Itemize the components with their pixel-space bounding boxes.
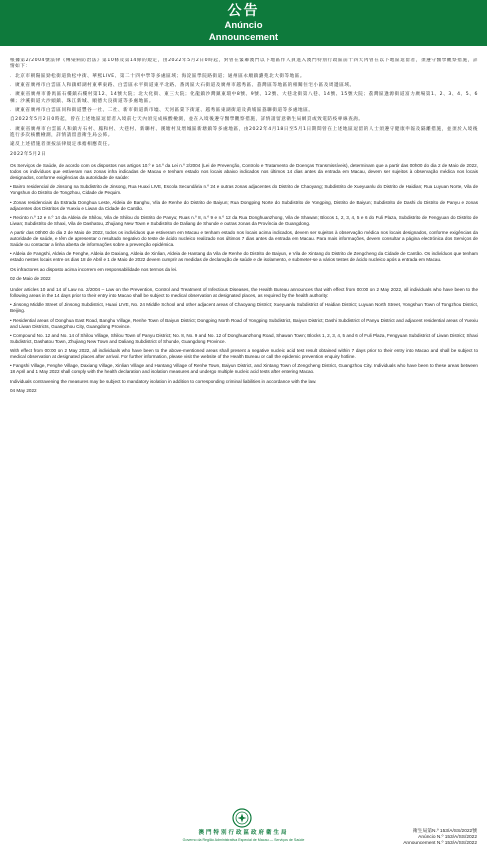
pt-paragraph-3: Os infractores ao disposto acima incorrem em responsabilidade nos termos da lei. xyxy=(10,266,178,272)
en-bullet-1: • Jinsong Middle Street of Jinsong Subdistrict, Huaxi LIVE, No. 24 Middle School and other adjacent areas of Chaoyang District; Xueyuanlu Subdistrict of Haidian District; Luyuan North Street, Yongshun Town of Tongzhou District, Beijing. xyxy=(10,302,478,314)
en-date: 04 May 2022 xyxy=(10,387,37,393)
reference-zh: 衛生局第N.º 153/A/SS/2022號 xyxy=(412,829,477,834)
zh-item-1: ．北京市朝陽區勁松街道勁松中街、華熙LIVE、第二十四中學等多處區域；海淀區學院路街道；通州區永順鎮潞苑北大街等地區。 xyxy=(10,73,306,79)
title-zh: 公告 xyxy=(227,3,260,19)
zh-closing: 違反上述措施者須按法律規定承擔相應責任。 xyxy=(10,142,113,148)
announcement-reference-numbers xyxy=(403,829,477,847)
zh-item-3: ．廣東省廣州市番禺區石樓鎮石樓村第12、14號大院；北大化街、東三大院；化龍鎮沙灣鎮東環中8號、9號、12號、大巷北街第八巷、14號、15號大院；荔灣區逢源街道富力廣場第1、2、3、4、5、6棟；沙溪街道大沙頭鎮、珠江新城、順德大良街道等多處地區。 xyxy=(10,92,478,104)
pt-paragraph-2: A partir das 00h00 do dia 2 de Maio de 2022, todos os indivíduos que estiveram em Macau e tenham estado nos locais acima indicados, devem ser sujeitos à observação médica nos locais designados, conforme exigências da autoridade de saúde, e têm de apresentar o resultado negativo do teste de ácido nucleico realizado nos últimos 7 dias antes da entrada em Macau. Para mais informações, devem consultar a página electrónica dos Serviços de Saúde ou contactar a linha aberta de informações sobre a prevenção epidémica. xyxy=(10,230,478,248)
pt-bullet-1: • Bairro residencial de Jinsong na Subdistrito de Jinsong, Rua Huaxi LIVE, Escola Secundária n.º 24 e outras zonas adjacentes do Distrito de Chaoyang; Subdistrito de Xueyuanlu do Distrito de Haidian; Rua Luyuan Norte, Vila de Yongshun do Distrito de Tongzhou, Cidade de Pequim. xyxy=(10,184,478,196)
pt-bullet-2: • Zonas residenciais da Estrada Donghua Leste, Aldeia de Banghu, Vila de Renhe do Distrito de Baiyun; Rua Dongping Norte do Subdistrito de Yongping, Distrito de Baiyun; Subdistrito de Dashi do Distrito de Panyu e zonas adjacentes dos Distritos de Yuexiu e Liwan da Cidade de Cantão. xyxy=(10,199,478,211)
zh-item-5: ．廣東省廣州市白雲區人和鎮方石村、鳳和村、大巷村、新聯村、漢塘村及增城區新塘鎮等多處地區，由2022年4月18日至5月1日期間曾在上述地區逗留的人士須遵守健康申報及隔離措施，並須於入境後進行多次核酸檢測，詳情請留意衛生局公佈。 xyxy=(10,126,478,138)
en-bullet-3: • Compound No. 12 and No. 14 of Shilou Village, Shilou Town of Panyu District; No. 8, No. 9 and No. 12 of Donghuanzhong Road, Shawan Town; Blocks 1, 2, 3, 4, 5 and 6 of Fuli Plaza, Fengyuan Subdistrict of Liwan District; Shaxi Subdistrict, Dashatou Town, Zhujiang New Town and Daliang Subdistrict of Shunde, Guangdong Province. xyxy=(10,332,478,344)
pt-date: 02 de Maio de 2022 xyxy=(10,275,51,281)
zh-item-4: ．廣東省廣州市白雲區同和街道豐谷一社、二社、新市街道新市墟、天河區棠下街道、越秀區東湖街道及黃埔區荔聯街道等多處地區。 xyxy=(10,107,314,113)
reference-en: Announcement N.º 153/A/SS/2022 xyxy=(403,841,477,846)
zh-paragraph-2: 自2022年5月2日0時起，曾在上述地區逗留者入境前七天內須完成核酸檢測，並在入境後遵守醫學觀察措施，詳情請留意衛生局網頁或致電防疫專線查詢。 xyxy=(10,117,364,123)
en-bullet-2: • Residential areas of Donghua East Road, Banghu Village, Renhe Town of Baiyun District; Dongping North Road of Yongping Subdistrict, Baiyun District; Dashi Subdistrict of Panyu District and adjacent residential areas of Yuexiu and Liwan Districts, Guangzhou City, Guangdong Province. xyxy=(10,317,478,329)
title-banner xyxy=(0,0,487,46)
title-en: Announcement xyxy=(208,32,279,43)
title-pt: Anúncio xyxy=(224,20,263,31)
en-paragraph-3: Individuals contravening the measures may be subject to mandatory isolation in addition to corresponding criminal liabilities in accordance with the law. xyxy=(10,378,317,384)
en-paragraph-2: With effect from 00:00 on 2 May 2022, all individuals who have been to the above-mentioned areas shall present a negative nucleic acid test result obtained within 7 days prior to their entry into Macao and shall be subject to medical observation at designated places after arrival. For further information, please visit the website of the Health Bureau or call the epidemic prevention enquiry hotline. xyxy=(10,348,478,360)
announcement-body xyxy=(10,58,478,758)
pt-paragraph-1: Os Serviços de Saúde, de acordo com os dispostos nos artigos 10.º e 14.º da Lei n.º 2/2004 (Lei de Prevenção, Controlo e Tratamento de Doenças Transmissíveis), determinam que a partir das 00h00 do dia 2 de Maio de 2022, todos os indivíduos que estiveram nas zonas infra indicadas de Macau e tenham estado nos locais abaixo indicados nos últimos 14 dias antes da entrada em Macau, devem ser sujeitos à observação médica nos locais designados, conforme exigências da autoridade de saúde: xyxy=(10,162,478,181)
zh-intro: 根據第2/2004號法律《傳染病防治法》第10條及第14條的規定，由2022年5月2日0時起，對曾在緊鄰澳門以下地區作人員進入澳門特別行政區前十四天內曾在以下地區逗留者，須遵守醫學觀察措施，詳情如下： xyxy=(10,58,478,70)
health-bureau-seal-icon xyxy=(232,808,252,828)
pt-bullet-4: • Aldeia de Fangshi, Aldeia de Fenghe, Aldeia de Daxiang, Aldeia de Xinlian, Aldeia de Hantang da Vila de Renhe do Distrito de Baiyun, e Vila de Xintang do Distrito de Zengcheng da Cidade de Cantão. Os indivíduos que tenham estado nestes locais entre os dias 18 de Abril e 1 de Maio de 2022 devem cumprir as medidas de declaração de saúde e de isolamento, e submeter-se a vários testes de ácido nucleico após a entrada em Macau. xyxy=(10,251,478,263)
organization-name-zh: 澳門特別行政區政府衛生局 xyxy=(198,830,289,836)
reference-pt: Anúncio N.º 153/A/SS/2022 xyxy=(418,835,477,840)
zh-date: 2022年5月2日 xyxy=(10,151,47,157)
pt-bullet-3: • Recinto n.º 12 e n.º 14 da Aldeia de Shilou, Vila de Shilou do Distrito de Panyu; Ruas n.º 8, n.º 9 e n.º 12 da Rua Donghuanzhong, Vila de Shawan; Blocos 1, 2, 3, 4, 5 e 6 do Fuli Plaza, Subdistrito de Fengyuan do Distrito de Liwan; Subdistrito de Shaxi, Vila de Dashatou, Zhujiang New Town e Subdistrito de Daliang de Shunde e outras zonas da Província de Guangdong. xyxy=(10,214,478,226)
en-bullet-4: • Fangshi Village, Fenghe Village, Daxiang Village, Xinlian Village and Hantang Village of Renhe Town, Baiyun District, and Xintang Town of Zengcheng District, Guangzhou City. Individuals who have been to these areas between 18 April and 1 May 2022 shall comply with the health declaration and isolation measures and undergo multiple nucleic acid tests after entering Macao. xyxy=(10,363,478,375)
en-paragraph-1: Under articles 10 and 14 of Law no. 2/2004 – Law on the Prevention, Control and Treatment of Infectious Diseases, the Health Bureau announces that with effect from 00:00 on 2 May 2022, all individuals who have been to the following areas in the 14 days prior to their entry into Macao shall be subject to medical observation at designated places, as required by the health authority: xyxy=(10,287,478,299)
zh-item-2: ．廣東省廣州市白雲區人和鎮蚌湖村東華東路、白雲區永平街道東平北路、番禺區大石街道及廣州市越秀區、荔灣區等地區的相關住宅小區及周邊區域。 xyxy=(10,82,355,88)
organization-name-pt: Governo da Região Administrativa Especial de Macau — Serviços de Saúde xyxy=(182,838,305,842)
